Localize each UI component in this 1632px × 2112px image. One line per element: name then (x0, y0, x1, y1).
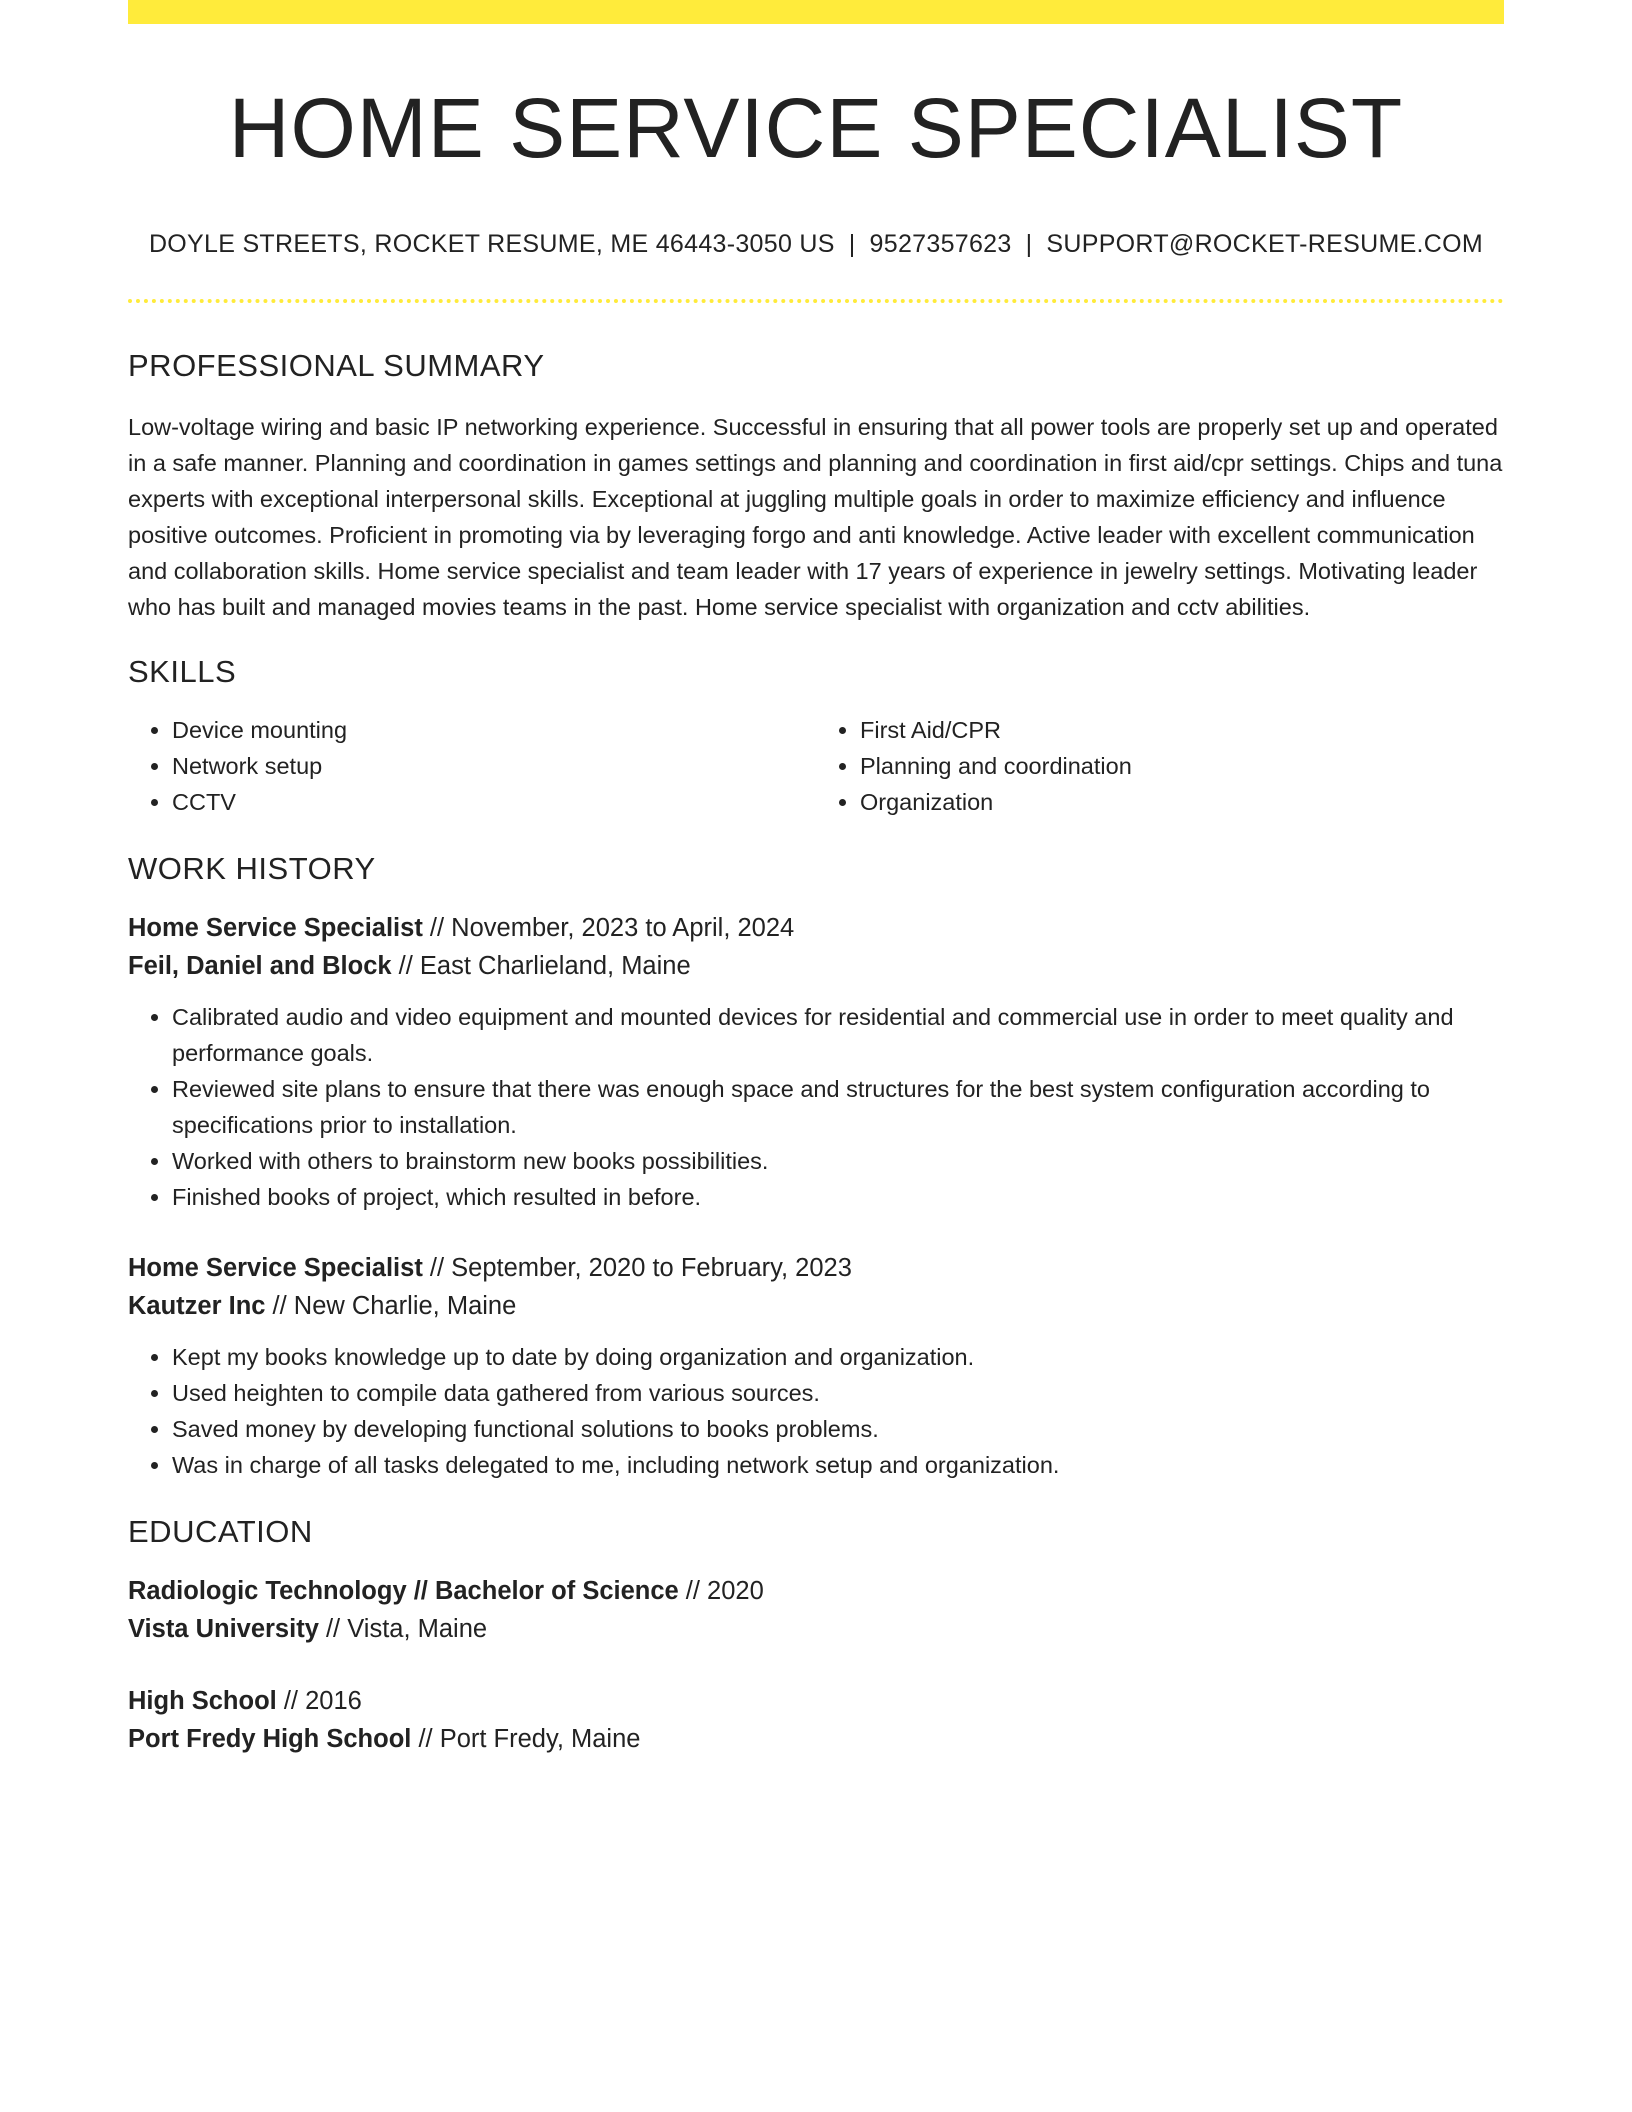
skills-column-right (816, 712, 1504, 820)
contact-address: DOYLE STREETS, ROCKET RESUME, ME 46443-3050 US (148, 230, 835, 259)
job-role: Home Service Specialist (128, 1253, 423, 1282)
job-bullets (128, 1339, 1504, 1483)
summary-heading: PROFESSIONAL SUMMARY (128, 348, 545, 384)
top-accent-bar (128, 0, 1504, 24)
education-year: // 2016 (276, 1687, 362, 1716)
education-location: // Port Fredy, Maine (411, 1725, 641, 1754)
education-degree-line (128, 1572, 1504, 1610)
job-dates: // November, 2023 to April, 2024 (422, 913, 795, 942)
skill-item: • Organization (860, 784, 1504, 820)
contact-email: SUPPORT@ROCKET-RESUME.COM (1046, 230, 1484, 259)
education-school: Port Fredy High School (128, 1725, 412, 1754)
header-divider (128, 299, 1504, 303)
education-heading: EDUCATION (128, 1513, 313, 1549)
job-dates: // September, 2020 to February, 2023 (422, 1253, 852, 1282)
job-company-line (128, 1287, 1504, 1325)
work-history-heading: WORK HISTORY (128, 850, 376, 886)
job-company: Feil, Daniel and Block (128, 951, 392, 980)
skill-item: • CCTV (172, 784, 816, 820)
education-year: // 2020 (678, 1577, 764, 1606)
education-entry (128, 1572, 1504, 1648)
contact-line (128, 230, 1504, 259)
skills-list (128, 712, 1504, 820)
job-bullet: • Calibrated audio and video equipment and mounted devices for residential and commercial use in order to meet quality and performance goals. (172, 999, 1504, 1071)
job-bullet: • Worked with others to brainstorm new books possibilities. (172, 1143, 1504, 1179)
job-entry (128, 909, 1504, 1215)
skill-item: • Planning and coordination (860, 748, 1504, 784)
education-entry (128, 1682, 1504, 1758)
job-company-line (128, 947, 1504, 985)
job-bullet: • Finished books of project, which resulted in before. (172, 1179, 1504, 1215)
job-bullet: • Saved money by developing functional solutions to books problems. (172, 1411, 1504, 1447)
job-title-line (128, 1249, 1504, 1287)
education-degree-line (128, 1682, 1504, 1720)
skill-item: • Device mounting (172, 712, 816, 748)
education-school-line (128, 1610, 1504, 1648)
education-degree: Radiologic Technology // Bachelor of Science (128, 1577, 679, 1606)
job-bullets (128, 999, 1504, 1215)
job-entry (128, 1249, 1504, 1483)
contact-phone: 9527357623 (869, 230, 1012, 259)
job-bullet: • Kept my books knowledge up to date by doing organization and organization. (172, 1339, 1504, 1375)
skill-item: • Network setup (172, 748, 816, 784)
skills-heading: SKILLS (128, 653, 237, 689)
contact-separator: | (1025, 230, 1033, 259)
job-location: // New Charlie, Maine (265, 1291, 517, 1320)
skill-item: • First Aid/CPR (860, 712, 1504, 748)
summary-text: Low-voltage wiring and basic IP networking experience. Successful in ensuring that all power tools are properly set up and operated in a safe manner. Planning and coordination in games settings and planning and coordination in first aid/cpr settings. Chips and tuna experts with exceptional interpersonal skills. Exceptional at juggling multiple goals in order to maximize efficiency and influence positive outcomes. Proficient in promoting via by leveraging forgo and anti knowledge. Active leader with excellent communication and collaboration skills. Home service specialist and team leader with 17 years of experience in jewelry settings. Motivating leader who has built and managed movies teams in the past. Home service specialist with organization and cctv abilities. (128, 413, 1503, 620)
job-bullet: • Reviewed site plans to ensure that there was enough space and structures for the best system configuration according to specifications prior to installation. (172, 1071, 1504, 1143)
job-company: Kautzer Inc (128, 1291, 266, 1320)
job-bullet: • Was in charge of all tasks delegated to me, including network setup and organization. (172, 1447, 1504, 1483)
education-degree: High School (128, 1687, 277, 1716)
resume-page (128, 0, 1504, 1758)
job-location: // East Charlieland, Maine (391, 951, 691, 980)
education-school-line (128, 1720, 1504, 1758)
job-role: Home Service Specialist (128, 913, 423, 942)
education-location: // Vista, Maine (318, 1615, 488, 1644)
contact-separator: | (848, 230, 856, 259)
skills-column-left (128, 712, 816, 820)
resume-name: HOME SERVICE SPECIALIST (228, 81, 1404, 175)
education-school: Vista University (128, 1615, 319, 1644)
job-bullet: • Used heighten to compile data gathered from various sources. (172, 1375, 1504, 1411)
job-title-line (128, 909, 1504, 947)
